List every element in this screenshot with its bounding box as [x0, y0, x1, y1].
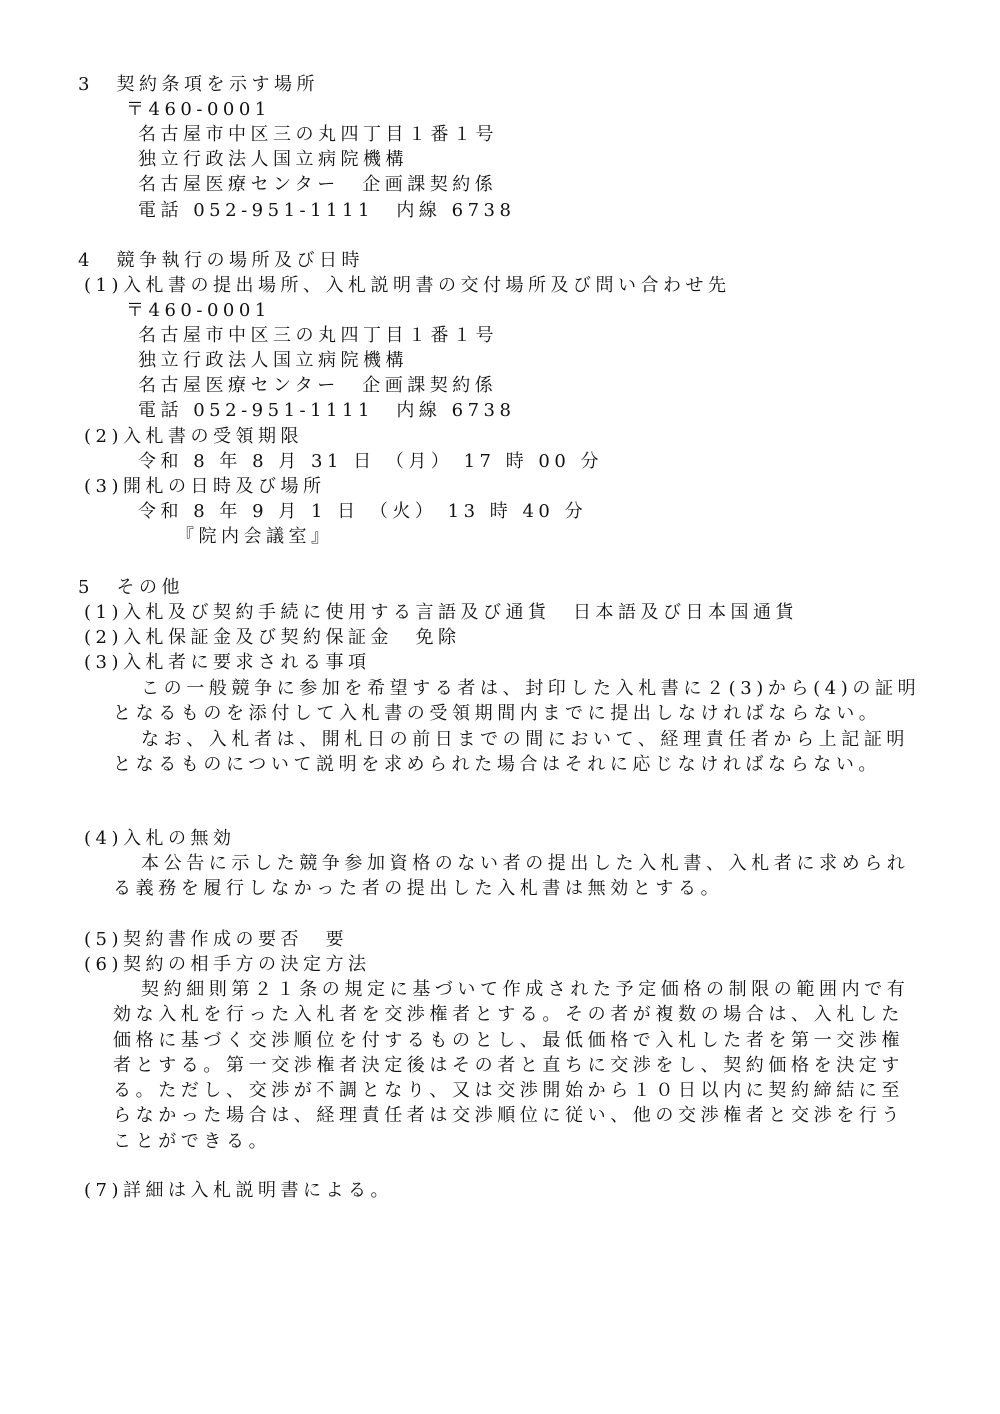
section5-item3-paragraph2: なお、入札者は、開札日の前日までの間において、経理責任者から上記証明となるものについて説明を求められた場合はそれに応じなければならない。	[113, 728, 910, 775]
section4-postal: 〒460-0001	[126, 300, 271, 321]
section4-item2-value: 令和 8 年 8 月 31 日 （月） 17 時 00 分	[138, 451, 604, 472]
section5-item6-title: (6)契約の相手方の決定方法	[84, 954, 371, 975]
section3-heading: 3 契約条項を示す場所	[78, 74, 319, 95]
section5-item7: (7)詳細は入札説明書による。	[84, 1180, 393, 1201]
section5-item6-paragraph1: 契約細則第２１条の規定に基づいて作成された予定価格の制限の範囲内で有効な入札を行った入札者を交渉権者とする。その者が複数の場合は、入札した価格に基づく交渉順位を付するものとし、最低価格で入札した者を第一交渉権者とする。第一交渉権者決定後はその者と直ちに交渉をし、契約価格を決定する。ただし、交渉が不調となり、又は交渉開始から１０日以内に契約締結に至らなかった場合は、経理責任者は交渉順位に従い、他の交渉権者と交渉を行うことができる。	[113, 979, 910, 1152]
section5-heading: 5 その他	[78, 577, 184, 598]
section4-item1-title: (1)入札書の提出場所、入札説明書の交付場所及び問い合わせ先	[84, 275, 731, 296]
section3-postal: 〒460-0001	[126, 99, 271, 120]
section5-item5: (5)契約書作成の要否 要	[84, 929, 348, 950]
section5-item6-body	[113, 977, 925, 1154]
section4-heading: 4 競争執行の場所及び日時	[78, 250, 364, 271]
section4-item3-place: 『院内会議室』	[176, 526, 334, 547]
section4-tel: 電話 052-951-1111 内線 6738	[138, 400, 516, 421]
section4-address: 名古屋市中区三の丸四丁目１番１号	[138, 325, 498, 346]
section5-item4-body	[113, 851, 925, 902]
section5-item3-paragraph1: この一般競争に参加を希望する者は、封印した入札書に２(3)から(4)の証明となるものを添付して入札書の受領期間内までに提出しなければならない。	[113, 678, 921, 725]
section5-item3-body	[113, 676, 925, 777]
section5-item2: (2)入札保証金及び契約保証金 免除	[84, 627, 461, 648]
section5-item4-title: (4)入札の無効	[84, 828, 236, 849]
section5-item1: (1)入札及び契約手続に使用する言語及び通貨 日本語及び日本国通貨	[84, 602, 798, 623]
section4-item3-value: 令和 8 年 9 月 1 日 （火） 13 時 40 分	[138, 501, 588, 522]
section4-org: 独立行政法人国立病院機構	[138, 350, 408, 371]
section3-org: 独立行政法人国立病院機構	[138, 149, 408, 170]
section4-dept: 名古屋医療センター 企画課契約係	[138, 375, 498, 396]
section3-dept: 名古屋医療センター 企画課契約係	[138, 174, 498, 195]
section3-address: 名古屋市中区三の丸四丁目１番１号	[138, 124, 498, 145]
section4-item2-title: (2)入札書の受領期限	[84, 426, 303, 447]
section5-item3-title: (3)入札者に要求される事項	[84, 652, 371, 673]
section4-item3-title: (3)開札の日時及び場所	[84, 476, 326, 497]
section5-item4-paragraph1: 本公告に示した競争参加資格のない者の提出した入札書、入札者に求められる義務を履行しなかった者の提出した入札書は無効とする。	[113, 853, 910, 900]
section3-tel: 電話 052-951-1111 内線 6738	[138, 200, 516, 221]
